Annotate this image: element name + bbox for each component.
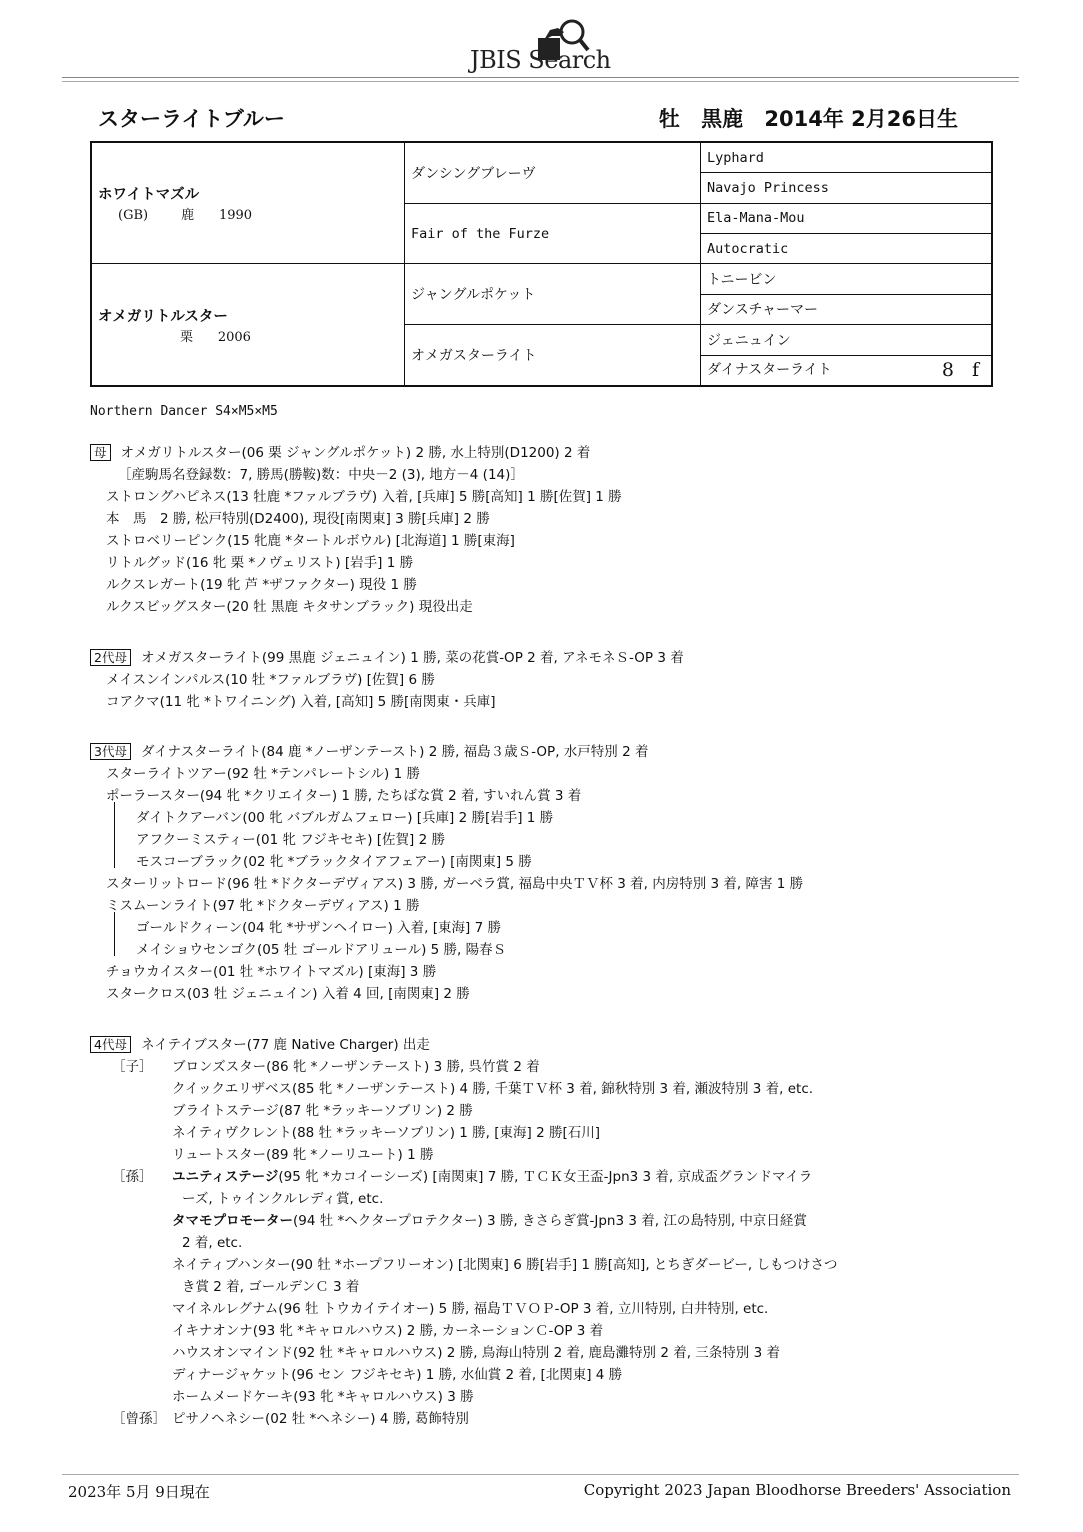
list-item: ［産駒馬名登録数：7, 勝馬(勝鞍)数：中央－2 (3), 地方－4 (14)］ [118,467,524,483]
gp-name: ダンシングブレーヴ [411,165,536,182]
inbreeding-note: Northern Dancer S4×M5×M5 [90,404,278,419]
dam-meta: 栗 2006 [180,329,251,345]
list-item: ダイトクアーバン(00 牝 バブルガムフェロー) [兵庫] 2 勝[岩手] 1 勝 [136,810,554,826]
list-item: ネイティヴクレント(88 牡 *ラッキーソブリン) 1 勝, [東海] 2 勝[石川] [172,1125,600,1141]
footer-copyright: Copyright 2023 Japan Bloodhorse Breeders' Association [583,1481,1011,1499]
gp-name: Fair of the Furze [411,225,550,242]
sire-cell [91,142,405,264]
gp-cell[interactable] [405,264,701,325]
list-item: 本 馬 2 勝, 松戸特別(D2400), 現役[南関東] 3 勝[兵庫] 2 勝 [106,511,490,527]
list-item: チョウカイスター(01 牡 *ホワイトマズル) [東海] 3 勝 [106,964,437,980]
sec1-tag: 母 [90,444,111,461]
sec4-head: 4代母 ネイテイブスター(77 鹿 Native Charger) 出走 [90,1033,430,1053]
ggp-cell[interactable]: Lyphard [701,142,993,173]
great-grandchildren-label: ［曾孫］ [112,1411,166,1427]
horse-meta [645,103,958,133]
dam-cell [91,264,405,386]
ggp-cell[interactable]: Autocratic [701,234,993,264]
sec3-tag: 3代母 [90,743,131,760]
logo-text: JBIS Search [470,46,611,74]
sire-meta: (GB) 鹿 1990 [118,208,253,224]
ggp-cell[interactable]: ジェニュイン [701,325,993,355]
tree-branch [114,802,115,868]
list-item: ストロングハピネス(13 牡鹿 *ファルブラヴ) 入着, [兵庫] 5 勝[高知] 1 勝[佐賀] 1 勝 [106,489,622,505]
list-item-cont: 2 着, etc. [182,1235,243,1251]
list-item: スターライトツアー(92 牡 *テンパレートシル) 1 勝 [106,766,420,782]
list-item: タマモプロモーター(94 牡 *ヘクタープロテクター) 3 勝, きさらぎ賞-Jpn3 3 着, 江の島特別, 中京日経賞 [172,1213,807,1229]
gp-cell[interactable] [405,142,701,203]
horse-name: スターライトブルー [98,107,285,131]
pedigree-table [90,141,993,387]
sec2-head: 2代母 オメガスターライト(99 黒鹿 ジェニュイン) 1 勝, 菜の花賞-OP 2 着, アネモネＳ-OP 3 着 [90,646,684,666]
list-item: イキナオンナ(93 牝 *キャロルハウス) 2 勝, カーネーションＣ-OP 3 着 [172,1323,604,1339]
footer-date: 2023年 5月 9日現在 [68,1483,210,1501]
sec1-head: 母 オメガリトルスター(06 栗 ジャングルポケット) 2 勝, 水上特別(D1200) 2 着 [90,441,590,461]
list-item: ポーラースター(94 牝 *クリエイター) 1 勝, たちばな賞 2 着, すいれん賞 3 着 [106,788,582,804]
dam-name[interactable]: オメガリトルスター [98,308,228,325]
list-item: クイックエリザベス(85 牝 *ノーザンテースト) 4 勝, 千葉ＴＶ杯 3 着, 錦秋特別 3 着, 瀬波特別 3 着, etc. [172,1081,814,1097]
ggp-cell[interactable]: ダンスチャーマー [701,294,993,324]
list-item: スターリットロード(96 牡 *ドクターデヴィアス) 3 勝, ガーベラ賞, 福島中央ＴＶ杯 3 着, 内房特別 3 着, 障害 1 勝 [106,876,804,892]
footer-rule [62,1474,1019,1475]
gp-cell[interactable] [405,325,701,386]
horse-sex: 牡 [658,107,680,131]
list-item: ホームメードケーキ(93 牝 *キャロルハウス) 3 勝 [172,1389,474,1405]
gp-name: ジャングルポケット [411,287,536,304]
list-item: ルクスビッグスター(20 牡 黒鹿 キタサンブラック) 現役出走 [106,599,473,615]
list-item: ミスムーンライト(97 牝 *ドクターデヴィアス) 1 勝 [106,898,420,914]
family-number: 8 f [941,359,985,382]
list-item: ピサノヘネシー(02 牡 *ヘネシー) 4 勝, 葛飾特別 [172,1411,469,1427]
tree-branch [114,912,115,956]
list-item: リュートスター(89 牝 *ノーリユート) 1 勝 [172,1147,434,1163]
horse-color: 黒鹿 [701,107,744,131]
header-rule-thin [62,81,1019,82]
list-item: ブロンズスター(86 牝 *ノーザンテースト) 3 勝, 呉竹賞 2 着 [172,1059,540,1075]
sec4-tag: 4代母 [90,1036,131,1053]
gp-cell[interactable] [405,203,701,264]
list-item: メイショウセンゴク(05 牡 ゴールドアリュール) 5 勝, 陽春Ｓ [136,942,507,958]
horse-title-row [98,103,958,133]
ggp-cell[interactable]: トニービン [701,264,993,294]
list-item: ストロベリーピンク(15 牝鹿 *タートルボウル) [北海道] 1 勝[東海] [106,533,515,549]
list-item: ハウスオンマインド(92 牡 *キャロルハウス) 2 勝, 鳥海山特別 2 着, 鹿島灘特別 2 着, 三条特別 3 着 [172,1345,780,1361]
horse-birth: 2014年 2月26日生 [764,107,958,131]
sec3-head: 3代母 ダイナスターライト(84 鹿 *ノーザンテースト) 2 勝, 福島３歳Ｓ-OP, 水戸特別 2 着 [90,740,648,760]
list-item: ブライトステージ(87 牝 *ラッキーソブリン) 2 勝 [172,1103,473,1119]
list-item: モスコーブラック(02 牝 *ブラックタイアフェアー) [南関東] 5 勝 [136,854,532,870]
list-item-cont: ーズ, トゥインクルレディ賞, etc. [182,1191,384,1207]
list-item: アフクーミスティー(01 牝 フジキセキ) [佐賀] 2 勝 [136,832,445,848]
list-item: スタークロス(03 牡 ジェニュイン) 入着 4 回, [南関東] 2 勝 [106,986,470,1002]
gp-name: オメガスターライト [411,348,537,365]
children-label: ［子］ [112,1059,153,1075]
grandchildren-label: ［孫］ [112,1169,153,1185]
list-item: ネイティブハンター(90 牡 *ホープフリーオン) [北関東] 6 勝[岩手] 1 勝[高知], とちぎダービー, しもつけさつ [172,1257,838,1273]
jbis-logo[interactable] [470,18,640,74]
ggp-cell[interactable]: Ela-Mana-Mou [701,203,993,233]
list-item: コアクマ(11 牝 *トワイニング) 入着, [高知] 5 勝[南関東・兵庫] [106,694,496,710]
list-item: ルクスレガート(19 牝 芦 *ザファクター) 現役 1 勝 [106,577,417,593]
sire-name[interactable]: ホワイトマズル [98,187,200,204]
list-item: リトルグッド(16 牝 栗 *ノヴェリスト) [岩手] 1 勝 [106,555,414,571]
list-item: ゴールドクィーン(04 牝 *サザンヘイロー) 入着, [東海] 7 勝 [136,920,501,936]
list-item-cont: き賞 2 着, ゴールデンＣ 3 着 [182,1279,360,1295]
sec2-tag: 2代母 [90,649,131,666]
ggp-cell[interactable]: ダイナスターライト 8 f [701,355,993,386]
list-item: メイスンインパルス(10 牡 *ファルブラヴ) [佐賀] 6 勝 [106,672,435,688]
list-item: ユニティステージ(95 牝 *カコイーシーズ) [南関東] 7 勝, ＴＣＫ女王盃-Jpn3 3 着, 京成盃グランドマイラ [172,1169,813,1185]
ggp-cell[interactable]: Navajo Princess [701,173,993,203]
list-item: マイネルレグナム(96 牡 トウカイテイオー) 5 勝, 福島ＴＶＯＰ-OP 3 着, 立川特別, 白井特別, etc. [172,1301,769,1317]
header-rule [62,77,1019,78]
list-item: ディナージャケット(96 セン フジキセキ) 1 勝, 水仙賞 2 着, [北関東] 4 勝 [172,1367,623,1383]
